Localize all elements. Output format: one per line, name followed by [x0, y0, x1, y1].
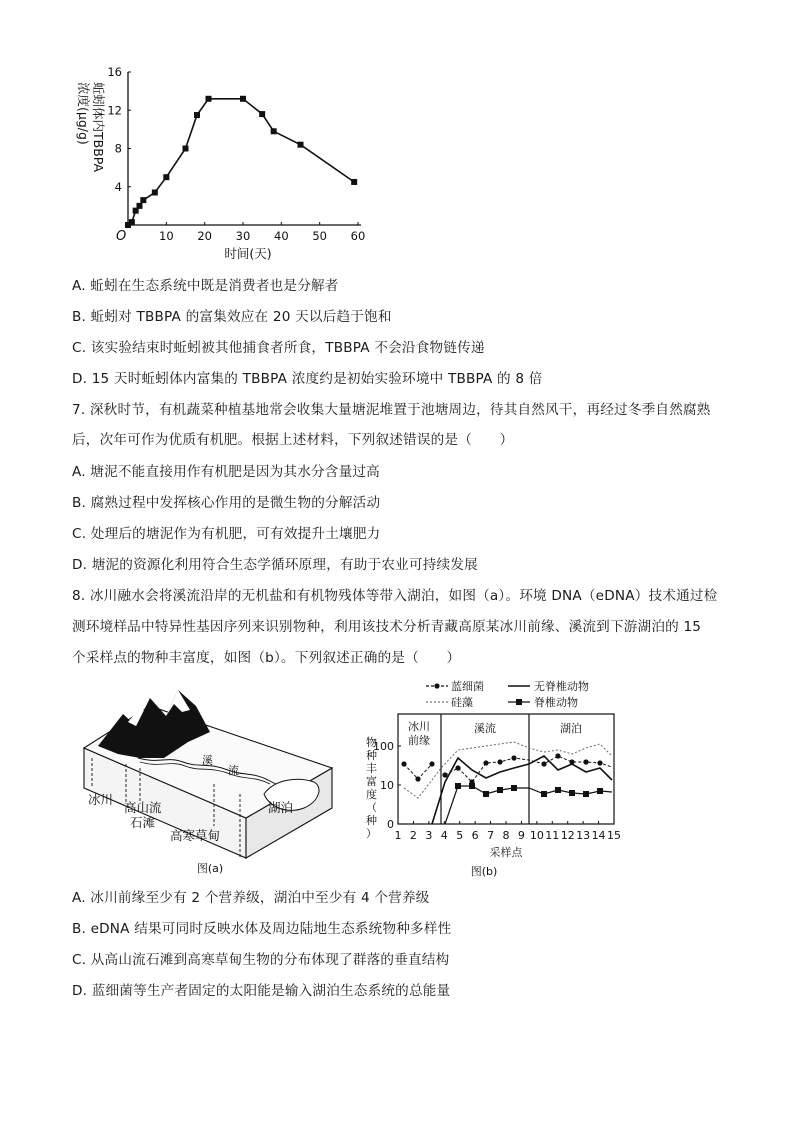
x-tick-label: 3 — [425, 829, 433, 842]
q8-option-a: A. 冰川前缘至少有 2 个营养级，湖泊中至少有 4 个营养级 — [72, 890, 430, 906]
zone-label-glacier-front-1: 冰川 — [408, 720, 430, 733]
data-point — [351, 179, 357, 185]
q8-stem-line-2: 测环境样品中特异性基因序列来识别物种，利用该技术分析青藏高原某冰川前缘、溪流到下游湖泊的 15 — [72, 619, 702, 635]
data-point — [259, 111, 265, 117]
data-point — [240, 96, 246, 102]
label-alpine-scree: 高山流石滩 — [124, 800, 162, 830]
y-tick-label: 4 — [114, 179, 122, 194]
y-axis-label: 蚯蚓体内TBBPA 浓度(μg/g) — [76, 82, 106, 173]
tbbpa-chart — [68, 62, 378, 270]
x-tick-label: 14 — [591, 829, 606, 842]
y-tick-label: 12 — [107, 103, 122, 118]
x-axis-label: 时间(天) — [224, 246, 272, 261]
zone-label-glacier-front-2: 前缘 — [408, 734, 430, 747]
y-tick-0: 0 — [387, 818, 394, 831]
y-tick-label: 16 — [107, 65, 122, 79]
data-point — [129, 219, 135, 225]
cyanobacteria-points — [442, 753, 602, 784]
label-stream-2: 流 — [228, 764, 239, 777]
q6-option-b: B. 蚯蚓对 TBBPA 的富集效应在 20 天以后趋于饱和 — [72, 309, 392, 325]
x-tick-label: 9 — [517, 829, 525, 842]
legend-cyanobacteria: 蓝细菌 — [451, 680, 484, 693]
data-point — [152, 189, 158, 195]
label-lake: 湖泊 — [268, 800, 294, 815]
figure-a-caption: 图(a) — [196, 862, 224, 875]
q7-option-b: B. 腐熟过程中发挥核心作用的是微生物的分解活动 — [72, 495, 381, 511]
data-point — [140, 197, 146, 203]
cyanobacteria-point — [401, 761, 406, 766]
x-tick-label: 20 — [197, 229, 212, 243]
data-point — [271, 128, 277, 134]
legend — [426, 679, 589, 709]
zone-label-stream: 溪流 — [474, 722, 496, 735]
cyanobacteria-point — [415, 776, 420, 781]
q7-stem-line-2: 后，次年可作为优质有机肥。根据上述材料，下列叙述错误的是（ ） — [72, 432, 514, 448]
q7-option-d: D. 塘泥的资源化利用符合生态学循环原理，有助于农业可持续发展 — [72, 557, 478, 573]
x-tick-label: 15 — [607, 829, 621, 842]
data-point — [194, 112, 200, 118]
x-tick-label: 10 — [529, 829, 544, 842]
data-point — [137, 203, 143, 209]
y-tick-100: 100 — [373, 740, 394, 753]
y-axis-label: 物种丰富度（种） — [366, 736, 377, 840]
x-tick-label: 60 — [350, 229, 366, 243]
landscape-diagram — [78, 676, 340, 878]
label-stream-1: 溪 — [202, 754, 213, 767]
x-tick-label: 50 — [312, 229, 327, 243]
x-tick-label: 8 — [502, 829, 510, 842]
series-line — [128, 99, 354, 225]
q6-option-a: A. 蚯蚓在生态系统中既是消费者也是分解者 — [72, 278, 339, 294]
richness-chart-svg — [354, 672, 624, 880]
data-point — [298, 142, 304, 148]
q7-stem-line-1: 7. 深秋时节，有机蔬菜种植基地常会收集大量塘泥堆置于池塘周边，待其自然风干，再经过冬季自然腐熟 — [72, 402, 711, 418]
y-tick-10: 10 — [380, 779, 394, 792]
x-tick-label: 10 — [159, 229, 174, 243]
figure-b-caption: 图(b) — [470, 865, 498, 878]
q8-option-b: B. eDNA 结果可同时反映水体及周边陆地生态系统物种多样性 — [72, 921, 452, 937]
q6-option-d: D. 15 天时蚯蚓体内富集的 TBBPA 浓度约是初始实验环境中 TBBPA 的 8 倍 — [72, 371, 543, 387]
figure-b — [354, 672, 624, 880]
cyanobacteria-point — [429, 761, 434, 766]
x-tick-label: 12 — [560, 829, 575, 842]
x-tick-label: 2 — [409, 829, 417, 842]
data-point — [206, 96, 212, 102]
x-tick-label: 7 — [487, 829, 495, 842]
x-tick-label: 13 — [576, 829, 591, 842]
legend-diatoms: 硅藻 — [451, 696, 473, 709]
data-point — [163, 174, 169, 180]
q8-option-c: C. 从高山流石滩到高寒草甸生物的分布体现了群落的垂直结构 — [72, 952, 450, 968]
label-alpine-meadow: 高寒草甸 — [170, 828, 221, 843]
origin-label: O — [116, 229, 127, 244]
x-tick-label: 5 — [456, 829, 464, 842]
x-tick-label: 6 — [471, 829, 479, 842]
legend-invertebrates: 无脊椎动物 — [534, 680, 589, 693]
q8-option-d: D. 蓝细菌等生产者固定的太阳能是输入湖泊生态系统的总能量 — [72, 983, 451, 999]
q6-option-c: C. 该实验结束时蚯蚓被其他捕食者所食，TBBPA 不会沿食物链传递 — [72, 340, 485, 356]
figure-a — [78, 676, 340, 878]
q7-option-a: A. 塘泥不能直接用作有机肥是因为其水分含量过高 — [72, 464, 380, 480]
legend-vertebrates: 脊椎动物 — [534, 696, 578, 709]
y-tick-label: 8 — [114, 141, 122, 156]
q8-stem-line-3: 个采样点的物种丰富度，如图（b）。下列叙述正确的是（ ） — [72, 650, 461, 666]
x-tick-label: 11 — [545, 829, 560, 842]
x-tick-label: 40 — [274, 229, 289, 243]
tbbpa-chart-svg — [68, 62, 378, 270]
x-tick-label: 1 — [394, 829, 402, 842]
x-axis-label: 采样点 — [489, 846, 523, 859]
data-point — [183, 146, 189, 152]
x-tick-label: 4 — [440, 829, 448, 842]
q8-stem-line-1: 8. 冰川融水会将溪流沿岸的无机盐和有机物残体等带入湖泊，如图（a）。环境 DNA（eDNA）技术通过检 — [72, 588, 718, 604]
q7-option-c: C. 处理后的塘泥作为有机肥，可有效提升土壤肥力 — [72, 526, 381, 542]
zone-label-lake: 湖泊 — [560, 722, 582, 735]
label-glacier: 冰川 — [88, 792, 114, 807]
x-tick-label: 30 — [235, 229, 251, 243]
